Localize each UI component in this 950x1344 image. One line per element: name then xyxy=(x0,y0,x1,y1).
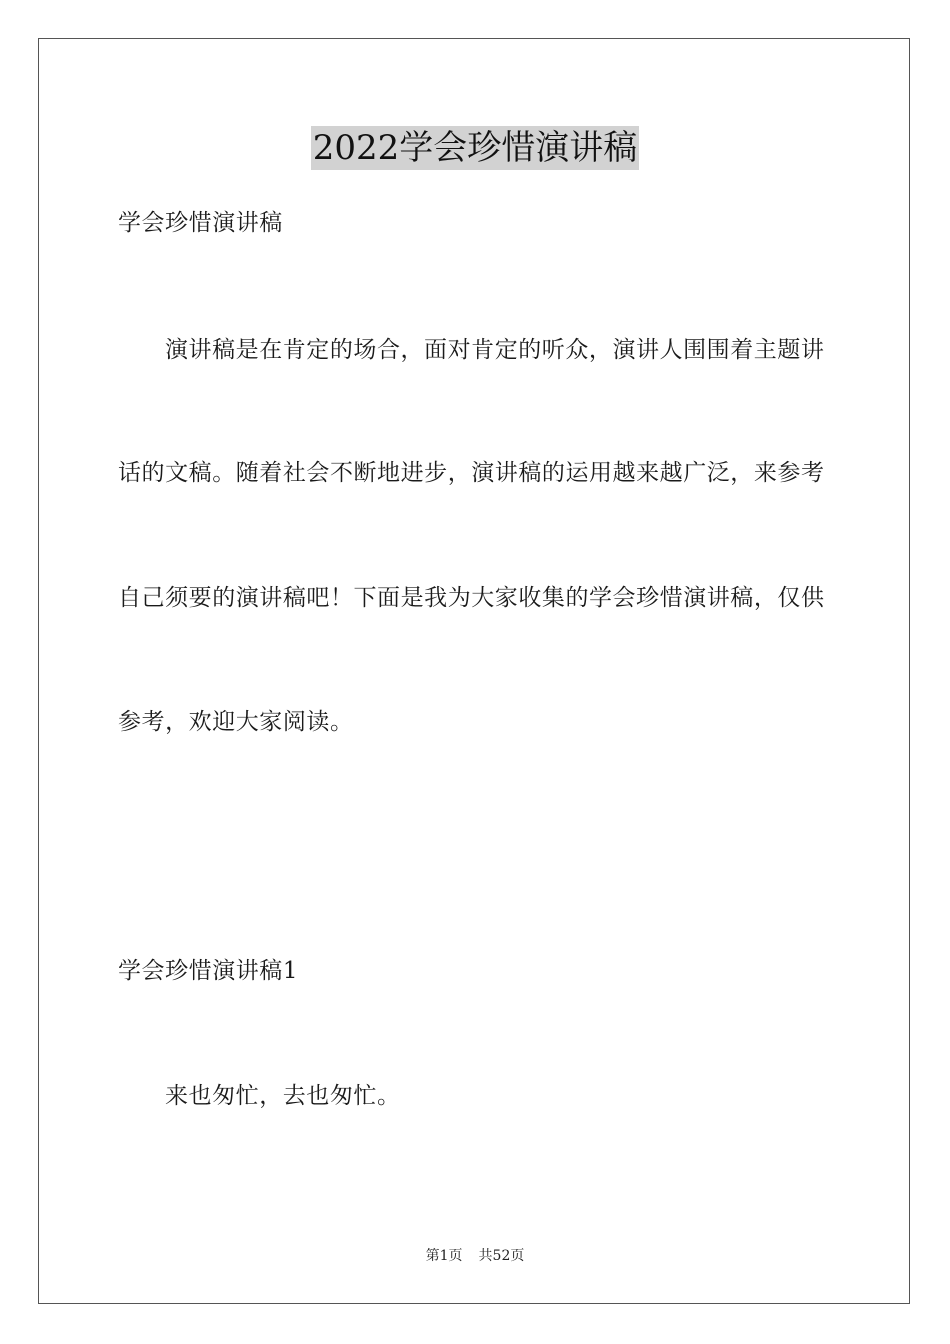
intro-paragraph-line-4: 参考，欢迎大家阅读。 xyxy=(118,709,354,735)
page-number-total: 共52页 xyxy=(478,1248,525,1264)
document-subtitle: 学会珍惜演讲稿 xyxy=(118,210,283,236)
section-heading: 学会珍惜演讲稿1 xyxy=(118,958,299,984)
document-title: 2022学会珍惜演讲稿 xyxy=(312,128,638,168)
page-footer xyxy=(0,1246,950,1266)
intro-paragraph-line-1: 演讲稿是在肯定的场合，面对肯定的听众，演讲人围围着主题讲 xyxy=(165,337,825,363)
intro-paragraph-line-2: 话的文稿。随着社会不断地进步，演讲稿的运用越来越广泛，来参考 xyxy=(118,460,825,486)
intro-paragraph-line-3: 自己须要的演讲稿吧！下面是我为大家收集的学会珍惜演讲稿，仅供 xyxy=(118,585,825,611)
page-number-current: 第1页 xyxy=(425,1248,463,1264)
section-paragraph-line-1: 来也匆忙，去也匆忙。 xyxy=(165,1083,401,1109)
title-container xyxy=(0,126,950,170)
